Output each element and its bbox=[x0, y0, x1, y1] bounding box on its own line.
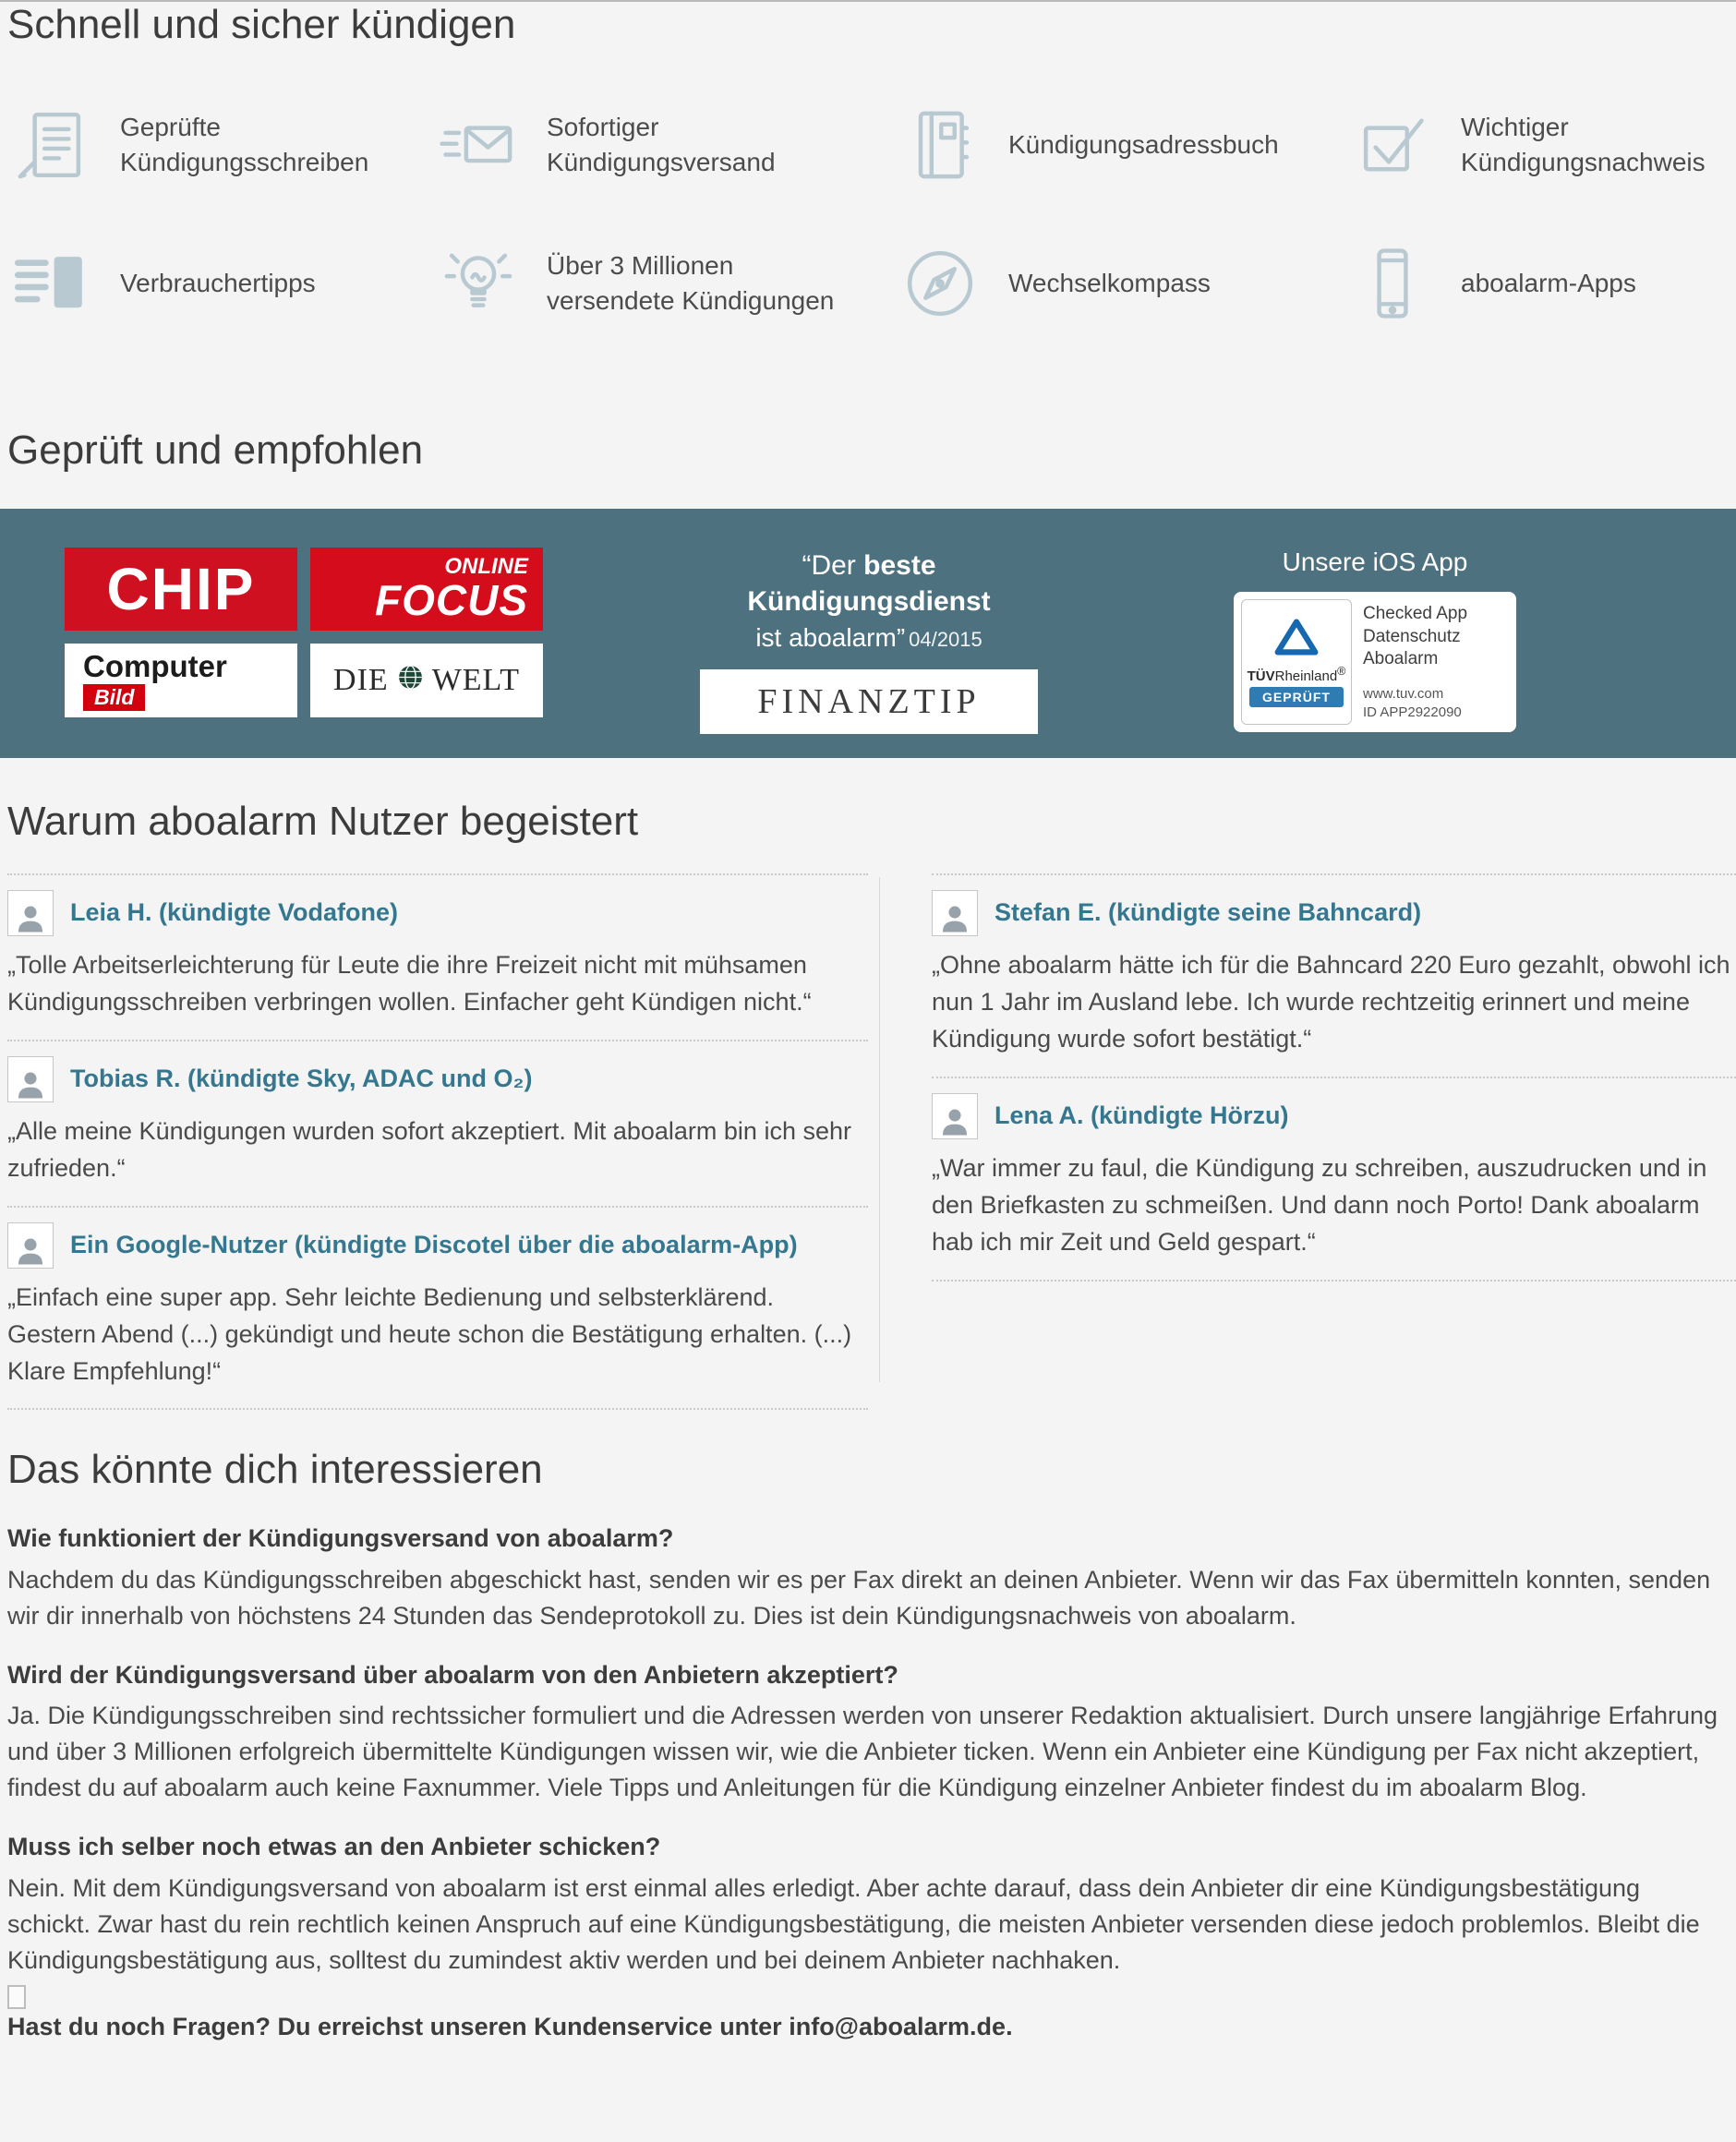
testimonial-quote: „Einfach eine super app. Sehr leichte Bedienung und selbsterklärend. Gestern Abend (...) gekündigt und heute schon die Bestätigung erhalten. (...) Klare Empfehlung!“ bbox=[7, 1282, 852, 1385]
testimonial bbox=[7, 1208, 868, 1411]
focus-online-label: ONLINE bbox=[444, 554, 528, 580]
address-book-icon bbox=[899, 104, 981, 186]
feature-item bbox=[438, 243, 899, 324]
checkmark-icon bbox=[1352, 104, 1433, 186]
feature-item bbox=[899, 104, 1352, 186]
welt-die-text: DIE bbox=[333, 663, 389, 698]
feature-item bbox=[1352, 104, 1736, 186]
computer-bild-logo bbox=[65, 644, 297, 717]
press-banner bbox=[0, 509, 1736, 758]
lightbulb-icon bbox=[438, 243, 519, 324]
faq-item bbox=[7, 1830, 1736, 1978]
contact-line bbox=[0, 2013, 1736, 2041]
chip-logo bbox=[65, 548, 297, 631]
press-section-title: Geprüft und empfohlen bbox=[7, 427, 424, 473]
quote-date: 04/2015 bbox=[909, 628, 983, 652]
testimonial-author: Stefan E. (kündigte seine Bahncard) bbox=[995, 898, 1422, 927]
faq-question: Wird der Kündigungsversand über aboalarm von den Anbietern akzeptiert? bbox=[7, 1660, 898, 1689]
faq-item bbox=[7, 1658, 1736, 1806]
document-icon bbox=[11, 104, 92, 186]
feature-item bbox=[438, 104, 899, 186]
feature-label: Verbrauchertipps bbox=[120, 268, 316, 297]
envelope-icon bbox=[438, 104, 519, 186]
testimonial-author: Lena A. (kündigte Hörzu) bbox=[995, 1101, 1289, 1130]
user-avatar-icon bbox=[7, 1222, 54, 1269]
faq-question: Muss ich selber noch etwas an den Anbieter schicken? bbox=[7, 1833, 661, 1861]
testimonial-author: Ein Google-Nutzer (kündigte Discotel über die aboalarm-App) bbox=[70, 1231, 798, 1259]
compass-icon bbox=[899, 243, 981, 324]
feature-item bbox=[11, 104, 438, 186]
chip-logo-text: CHIP bbox=[106, 556, 256, 623]
focus-online-logo bbox=[310, 548, 543, 631]
focus-logo-text: FOCUS bbox=[375, 576, 528, 625]
ios-app-block bbox=[1234, 548, 1516, 734]
faq-answer: Nachdem du das Kündigungsschreiben abgeschickt hast, senden wir es per Fax direkt an deinen Anbieter. Wenn wir das Fax übermitteln konnten, senden wir dir innerhalb von höchstens 24 Stunden das Sendeprotokoll zu. Dies ist dein Kündigungsnachweis von aboalarm. bbox=[7, 1565, 1711, 1630]
feature-label: Sofortiger Kündigungsversand bbox=[547, 112, 776, 176]
welt-welt-text: WELT bbox=[431, 663, 520, 698]
testimonial-author: Leia H. (kündigte Vodafone) bbox=[70, 898, 399, 927]
finanztip-logo-text: FINANZTIP bbox=[757, 682, 981, 722]
press-quote-text: “Der beste Kündigungsdienst ist aboalarm” 04/2015 bbox=[747, 550, 991, 653]
finanztip-logo bbox=[700, 669, 1038, 734]
faq-item bbox=[7, 1522, 1736, 1634]
press-quote bbox=[700, 548, 1038, 734]
faq-answer: Nein. Mit dem Kündigungsversand von aboalarm ist erst einmal alles erledigt. Aber achte darauf, dass dein Anbieter dir eine Kündigungsbestätigung schickt. Zwar hast du rein rechtlich keinen Anspruch auf eine Kündigungsbestätigung, die meisten Anbieter versenden diese jedoch problemlos. Bleibt die Kündigungsbestätigung aus, solltest du zumindest aktiv werden und bei deinem Anbieter nachhaken. bbox=[7, 1873, 1700, 1974]
testimonials-section-title: Warum aboalarm Nutzer begeistert bbox=[7, 799, 639, 845]
mini-icon-row bbox=[0, 1985, 1736, 2011]
user-avatar-icon bbox=[932, 890, 978, 936]
feature-item bbox=[1352, 243, 1736, 324]
testimonials-right-column bbox=[932, 873, 1736, 1411]
feature-label: aboalarm-Apps bbox=[1461, 268, 1636, 297]
tuv-certificate-mark bbox=[1241, 599, 1352, 725]
feature-label: Wechselkompass bbox=[1008, 268, 1211, 297]
tuv-certificate-info bbox=[1361, 599, 1509, 725]
tips-list-icon bbox=[11, 243, 92, 324]
welt-globe-icon bbox=[398, 663, 423, 698]
faq-question: Wie funktioniert der Kündigungsversand von aboalarm? bbox=[7, 1524, 674, 1553]
user-avatar-icon bbox=[7, 1056, 54, 1102]
feature-label: Wichtiger Kündigungsnachweis bbox=[1461, 112, 1706, 176]
small-page-icon bbox=[7, 1985, 26, 2009]
testimonial-quote: „War immer zu faul, die Kündigung zu schreiben, auszudrucken und in den Briefkasten zu schmeißen. Und dann noch Porto! Dank aboalarm hab ich mir Zeit und Geld gespart.“ bbox=[932, 1153, 1707, 1256]
faq-list bbox=[0, 1522, 1736, 1978]
computer-bild-top-text: Computer bbox=[83, 648, 227, 683]
tuv-certificate-badge[interactable] bbox=[1234, 592, 1516, 732]
feature-label: Über 3 Millionen versendete Kündigungen bbox=[547, 250, 835, 315]
support-email-link[interactable]: info@aboalarm.de. bbox=[789, 2013, 1013, 2041]
faq-answer: Ja. Die Kündigungsschreiben sind rechtssicher formuliert und die Adressen werden von unserer Redaktion aktualisiert. Durch unsere langjährige Erfahrung und über 3 Millionen erfolgreich übermittelte Kündigungen wissen wir, wie die Anbieter ticken. Wenn ein Anbieter eine Kündigung per Fax nicht akzeptiert, findest du auf aboalarm auch keine Faxnummer. Viele Tipps und Anleitungen für die Kündigung einzelner Anbieter findest du im aboalarm Blog. bbox=[7, 1702, 1718, 1802]
testimonial-quote: „Alle meine Kündigungen wurden sofort akzeptiert. Mit aboalarm bin ich sehr zufrieden.“ bbox=[7, 1116, 851, 1182]
ios-app-title: Unsere iOS App bbox=[1282, 548, 1468, 577]
tuv-certificate-lines: Checked App Datenschutz Aboalarm bbox=[1363, 604, 1468, 668]
bild-badge: Bild bbox=[83, 684, 145, 711]
press-logos bbox=[65, 548, 543, 734]
testimonial bbox=[932, 1078, 1736, 1282]
testimonials-columns bbox=[0, 873, 1736, 1411]
feature-item bbox=[899, 243, 1352, 324]
smartphone-icon bbox=[1352, 243, 1433, 324]
tuv-geprueft-label: GEPRÜFT bbox=[1249, 687, 1344, 707]
page bbox=[0, 2, 1736, 2041]
feature-item bbox=[11, 243, 438, 324]
tuv-certificate-id: www.tuv.com ID APP2922090 bbox=[1363, 686, 1462, 720]
feature-label: Geprüfte Kündigungsschreiben bbox=[120, 112, 369, 176]
column-divider bbox=[879, 877, 880, 1383]
feature-label: Kündigungsadressbuch bbox=[1008, 129, 1279, 159]
testimonial bbox=[7, 875, 868, 1041]
testimonial-quote: „Ohne aboalarm hätte ich für die Bahncard 220 Euro gezahlt, obwohl ich nun 1 Jahr im Ausland lebe. Ich wurde rechtzeitig erinnert und meine Kündigung wurde sofort bestätigt.“ bbox=[932, 950, 1730, 1053]
features-section-title: Schnell und sicher kündigen bbox=[7, 2, 516, 47]
die-welt-logo bbox=[310, 644, 543, 717]
tuv-rheinland-label: TÜVRheinland® bbox=[1247, 665, 1346, 685]
testimonial-author: Tobias R. (kündigte Sky, ADAC und O₂) bbox=[70, 1065, 533, 1093]
testimonial bbox=[7, 1041, 868, 1208]
contact-text: Hast du noch Fragen? Du erreichst unseren Kundenservice unter bbox=[7, 2013, 782, 2041]
user-avatar-icon bbox=[932, 1093, 978, 1139]
testimonial-quote: „Tolle Arbeitserleichterung für Leute die ihre Freizeit nicht mit mühsamen Kündigungsschreiben verbringen wollen. Einfacher geht Kündigen nicht.“ bbox=[7, 950, 812, 1016]
faq-section-title: Das könnte dich interessieren bbox=[7, 1447, 543, 1493]
testimonial bbox=[932, 875, 1736, 1078]
user-avatar-icon bbox=[7, 890, 54, 936]
tuv-triangle-icon bbox=[1273, 617, 1320, 662]
testimonials-left-column bbox=[7, 873, 868, 1411]
features-grid bbox=[11, 104, 1736, 324]
